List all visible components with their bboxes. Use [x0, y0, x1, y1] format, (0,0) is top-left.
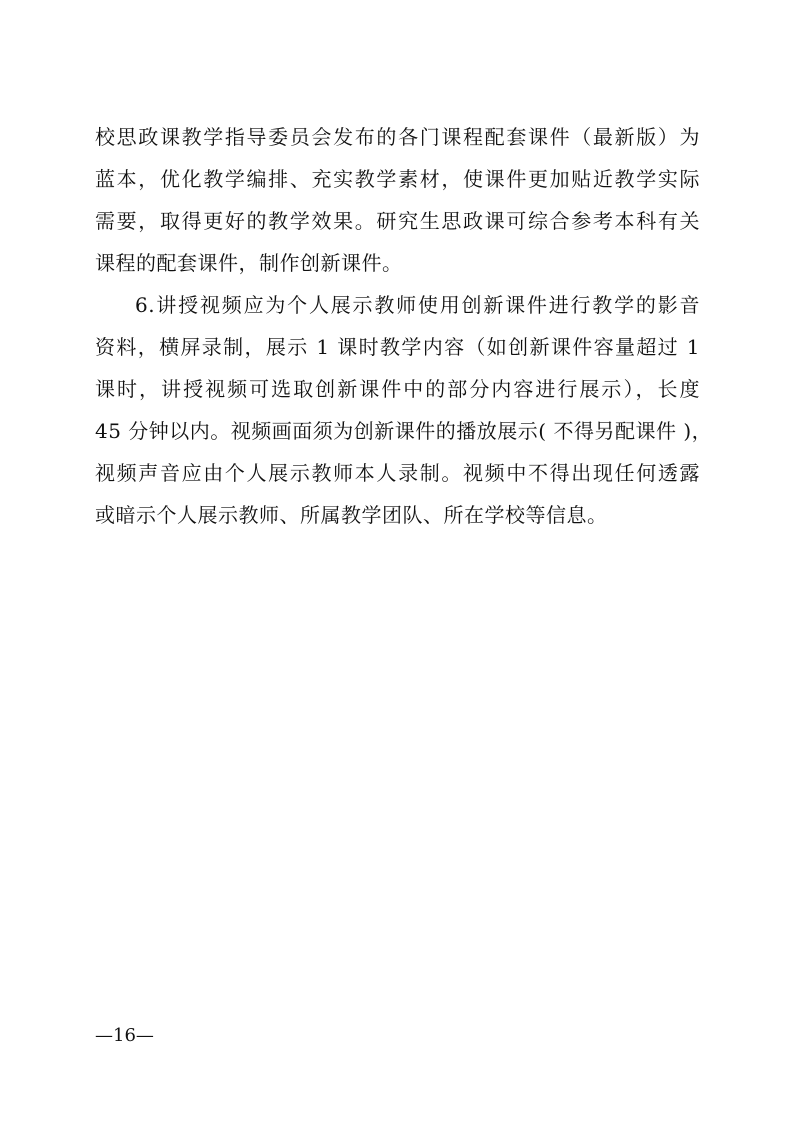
paragraph-line: 课时，讲授视频可选取创新课件中的部分内容进行展示），长度 [95, 377, 700, 401]
paragraph-line: 6.讲授视频应为个人展示教师使用创新课件进行教学的影音 [135, 293, 700, 317]
paragraph-line: 视频声音应由个人展示教师本人录制。视频中不得出现任何透露 [95, 461, 700, 485]
paragraph-line: 校思政课教学指导委员会发布的各门课程配套课件（最新版）为 [95, 125, 700, 149]
paragraph-line: 需要，取得更好的教学效果。研究生思政课可综合参考本科有关 [95, 209, 700, 233]
paragraph-line: 课程的配套课件，制作创新课件。 [95, 251, 403, 275]
paragraph-line: 蓝本，优化教学编排、充实教学素材，使课件更加贴近教学实际 [95, 167, 700, 191]
paragraph-line: 或暗示个人展示教师、所属教学团队、所在学校等信息。 [95, 503, 608, 527]
paragraph-line: 45 分钟以内。视频画面须为创新课件的播放展示( 不得另配课件 )， [95, 419, 713, 443]
body-text [95, 116, 713, 536]
paragraph-line: 资料，横屏录制，展示 1 课时教学内容（如创新课件容量超过 1 [95, 335, 700, 359]
page-number: —16— [95, 1025, 154, 1046]
